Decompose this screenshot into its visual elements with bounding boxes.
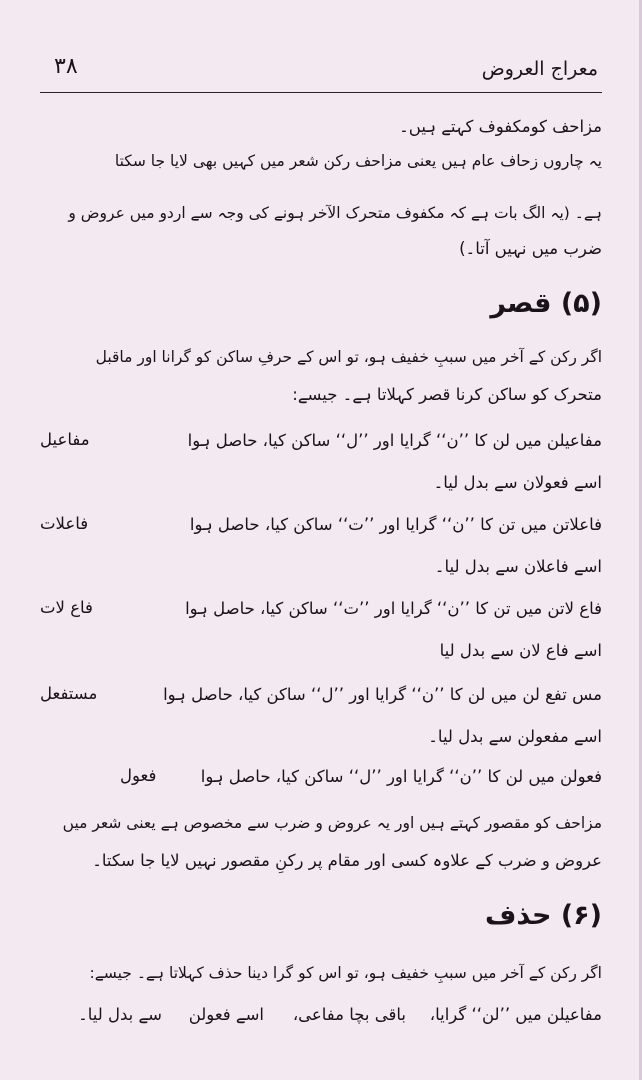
example-continuation: اسے فاع لان سے بدل لیا <box>439 641 602 660</box>
qasr-closing-line-1: مزاحف کو مقصور کہتے ہیں اور یہ عروض و ضرب سے مخصوص ہے یعنی شعر میں <box>62 814 602 832</box>
hazf-example-part-b: باقی بچا مفاعی، <box>292 1005 406 1024</box>
qasr-para-line-2: متحرک کو ساکن کرنا قصر کہلاتا ہے۔ جیسے: <box>292 385 602 404</box>
example-row: فاع لاتن میں تن کا ’’ن‘‘ گرایا اور ’’ت‘‘ ساکن کیا، حاصل ہوا <box>185 599 602 618</box>
hazf-example-part-c: اسے فعولن <box>188 1005 264 1024</box>
example-continuation: اسے فعولان سے بدل لیا۔ <box>433 473 602 492</box>
example-continuation: اسے فاعلان سے بدل لیا۔ <box>434 557 602 576</box>
example-row: مس تفع لن میں لن کا ’’ن‘‘ گرایا اور ’’ل‘‘ ساکن کیا، حاصل ہوا <box>163 685 602 704</box>
page-header <box>40 52 602 93</box>
example-result: فاع لات <box>40 598 93 617</box>
intro-line-3: ہے۔ (یہ الگ بات ہے کہ مکفوف متحرک الآخر ہونے کی وجہ سے اردو میں عروض و <box>68 204 602 222</box>
example-result: فاعلات <box>40 514 89 533</box>
hazf-example-part-a: مفاعیلن میں ’’لن‘‘ گرایا، <box>429 1005 602 1024</box>
hazf-example-part-d: سے بدل لیا۔ <box>78 1005 162 1024</box>
example-result: مستفعل <box>40 684 98 703</box>
example-result: فعول <box>120 766 157 785</box>
example-continuation: اسے مفعولن سے بدل لیا۔ <box>428 727 602 746</box>
running-title: معراج العروض <box>481 58 598 80</box>
example-result: مفاعیل <box>40 430 90 449</box>
page-number: ۳۸ <box>54 54 78 79</box>
intro-line-1: مزاحف کومکفوف کہتے ہیں۔ <box>399 117 602 136</box>
hazf-para-line-1: اگر رکن کے آخر میں سببِ خفیف ہو، تو اس کو گرا دینا حذف کہلاتا ہے۔ جیسے: <box>89 964 602 982</box>
qasr-closing-line-2: عروض و ضرب کے علاوہ کسی اور مقام پر رکنِ مقصور نہیں لایا جا سکتا۔ <box>92 851 602 870</box>
section-heading-hazf: (۶) حذف <box>485 900 602 931</box>
example-row: فعولن میں لن کا ’’ن‘‘ گرایا اور ’’ل‘‘ ساکن کیا، حاصل ہوا <box>200 767 602 786</box>
intro-line-4: ضرب میں نہیں آتا۔) <box>459 239 602 258</box>
qasr-para-line-1: اگر رکن کے آخر میں سببِ خفیف ہو، تو اس کے حرفِ ساکن کو گرانا اور ماقبل <box>95 348 602 366</box>
intro-line-2: یہ چاروں زحاف عام ہیں یعنی مزاحف رکن شعر میں کہیں بھی لایا جا سکتا <box>114 152 602 170</box>
example-row: فاعلاتن میں تن کا ’’ن‘‘ گرایا اور ’’ت‘‘ ساکن کیا، حاصل ہوا <box>189 515 602 534</box>
section-heading-qasr: (۵) قصر <box>490 288 602 319</box>
example-row: مفاعیلن میں لن کا ’’ن‘‘ گرایا اور ’’ل‘‘ ساکن کیا، حاصل ہوا <box>187 431 602 450</box>
